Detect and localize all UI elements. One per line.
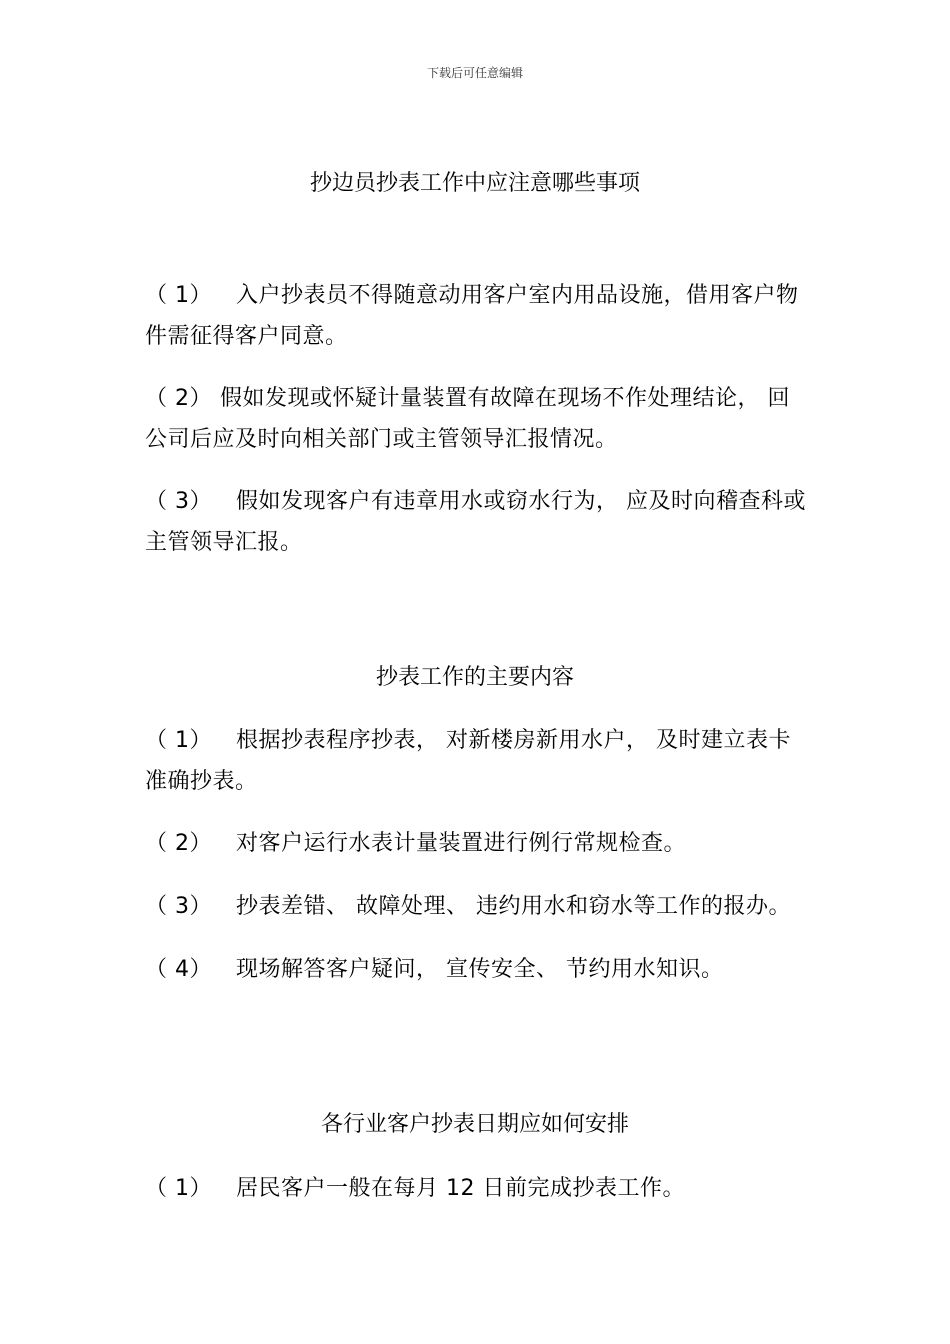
item-number: （ 1） (145, 283, 212, 308)
item-text: 现场解答客户疑问， 宣传安全、 节约用水知识。 (236, 957, 724, 982)
item-text: 根据抄表程序抄表， 对新楼房新用水户， 及时建立表卡准确抄表。 (145, 728, 791, 794)
item-number: （ 2） (145, 386, 212, 411)
header-note: 下载后可任意编辑 (426, 66, 523, 80)
section-1-item-1 (145, 275, 810, 357)
item-text: 抄表差错、 故障处理、 违约用水和窃水等工作的报办。 (236, 894, 791, 919)
section-title-3: 各行业客户抄表日期应如何安排 (320, 1112, 629, 1137)
item-number: （ 4） (145, 957, 212, 982)
section-2-item-1 (145, 720, 810, 802)
item-number: （ 3） (145, 894, 212, 919)
section-2-item-3 (145, 886, 810, 927)
section-1-item-2 (145, 378, 810, 460)
item-number: （ 1） (145, 1176, 212, 1201)
section-3-item-1 (145, 1168, 810, 1209)
item-text: 对客户运行水表计量装置进行例行常规检查。 (236, 831, 687, 856)
item-text: 居民客户一般在每月 12 日前完成抄表工作。 (236, 1176, 685, 1201)
item-number: （ 1） (145, 728, 212, 753)
item-number: （ 3） (145, 489, 212, 514)
section-2-item-4 (145, 949, 810, 990)
section-1-item-3 (145, 481, 810, 563)
section-title-1: 抄边员抄表工作中应注意哪些事项 (309, 171, 640, 196)
section-title-2: 抄表工作的主要内容 (375, 665, 574, 690)
item-text: 假如发现客户有违章用水或窃水行为， 应及时向稽查科或主管领导汇报。 (145, 489, 806, 555)
item-number: （ 2） (145, 831, 212, 856)
section-2-item-2 (145, 823, 810, 864)
item-text: 假如发现或怀疑计量装置有故障在现场不作处理结论， 回公司后应及时向相关部门或主管领导汇报情况。 (145, 386, 790, 452)
item-text: 入户抄表员不得随意动用客户室内用品设施，借用客户物件需征得客户同意。 (145, 283, 799, 349)
